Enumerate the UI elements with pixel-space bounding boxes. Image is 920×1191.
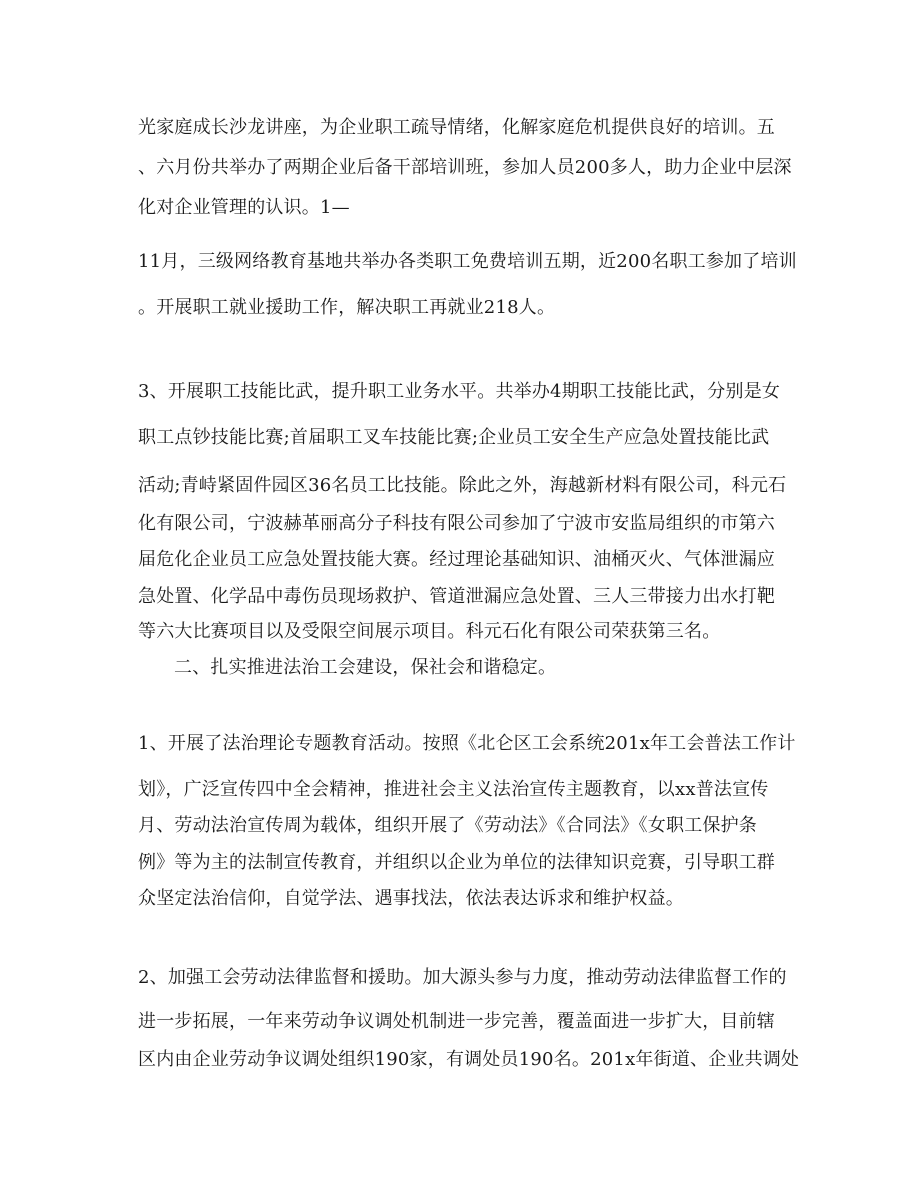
text-line: 届危化企业员工应急处置技能大赛。经过理论基础知识、油桶灭火、气体泄漏应 xyxy=(138,549,775,570)
text-line: 化有限公司，宁波赫革丽高分子科技有限公司参加了宁波市安监局组织的市第六 xyxy=(138,513,775,534)
text-line: 活动;青峙紧固件园区36名员工比技能。除此之外，海越新材料有限公司，科元石 xyxy=(138,475,787,496)
text-line: 化对企业管理的认识。1— xyxy=(138,197,350,218)
text-line: 职工点钞技能比赛;首届职工叉车技能比赛;企业员工安全生产应急处置技能比武 xyxy=(138,427,770,448)
text-line: 2、加强工会劳动法律监督和援助。加大源头参与力度，推动劳动法律监督工作的 xyxy=(138,967,787,988)
section-heading: 二、扎实推进法治工会建设，保社会和谐稳定。 xyxy=(174,657,557,678)
text-line: 区内由企业劳动争议调处组织190家，有调处员190名。201x年街道、企业共调处 xyxy=(138,1049,800,1070)
text-line: 11月，三级网络教育基地共举办各类职工免费培训五期，近200名职工参加了培训 xyxy=(138,251,797,272)
text-line: 急处置、化学品中毒伤员现场救护、管道泄漏应急处置、三人三带接力出水打靶 xyxy=(138,586,775,607)
text-line: 3、开展职工技能比武，提升职工业务水平。共举办4期职工技能比武，分别是女 xyxy=(138,381,781,402)
text-line: 等六大比赛项目以及受限空间展示项目。科元石化有限公司荣获第三名。 xyxy=(138,621,721,642)
text-line: 1、开展了法治理论专题教育活动。按照《北仑区工会系统201x年工会普法工作计 xyxy=(138,733,796,754)
text-line: 、六月份共举办了两期企业后备干部培训班，参加人员200多人，助力企业中层深 xyxy=(138,157,792,178)
text-line: 。开展职工就业援助工作，解决职工再就业218人。 xyxy=(138,297,556,318)
text-line: 光家庭成长沙龙讲座，为企业职工疏导情绪，化解家庭危机提供良好的培训。五 xyxy=(138,117,775,138)
text-line: 划》，广泛宣传四中全会精神，推进社会主义法治宣传主题教育，以xx普法宣传 xyxy=(138,779,769,800)
text-line: 例》等为主的法制宣传教育，并组织以企业为单位的法律知识竞赛，引导职工群 xyxy=(138,852,775,873)
text-line: 众坚定法治信仰，自觉学法、遇事找法，依法表达诉求和维护权益。 xyxy=(138,888,684,909)
text-line: 月、劳动法治宣传周为载体，组织开展了《劳动法》《合同法》《女职工保护条 xyxy=(138,815,757,836)
text-line: 进一步拓展，一年来劳动争议调处机制进一步完善，覆盖面进一步扩大，目前辖 xyxy=(138,1011,775,1032)
